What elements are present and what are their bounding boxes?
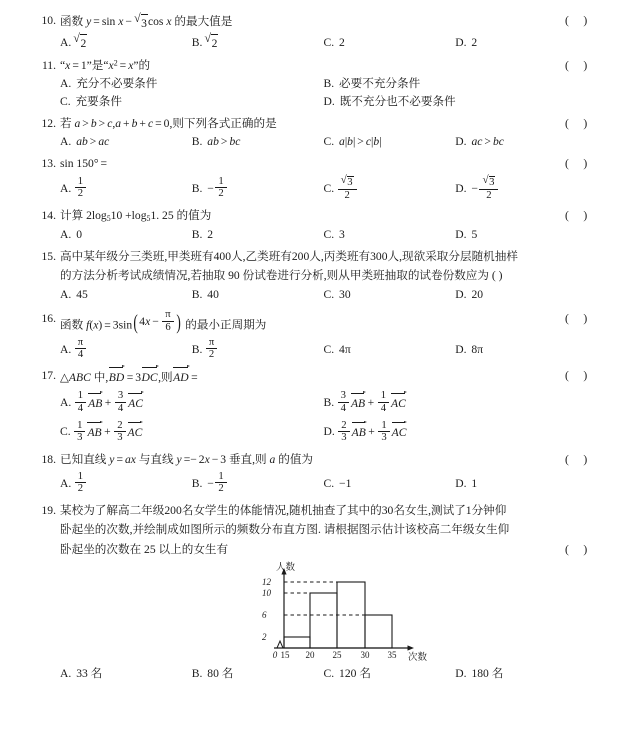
- question-19-text-line3: 卧起坐的次数在 25 以上的女生有: [60, 542, 229, 556]
- option-c[interactable]: C. −1: [323, 476, 352, 490]
- question-18-options: [34, 469, 587, 495]
- frequency-histogram: [0, 559, 621, 663]
- option-d[interactable]: D. − √ 3 2: [455, 175, 587, 201]
- question-17-text: △ABC 中,BD = 3DC,则AD =: [60, 367, 587, 387]
- option-a[interactable]: A. ab > ac: [60, 135, 110, 149]
- option-c[interactable]: C. 充要条件: [60, 94, 122, 108]
- option-d[interactable]: D. 既不充分也不必要条件: [323, 94, 456, 108]
- option-b[interactable]: B. 40: [191, 287, 219, 301]
- option-a[interactable]: A. √ 2: [60, 32, 192, 52]
- question-12-text: 若 a > b > c,a + b + c = 0,则下列各式正确的是: [60, 117, 277, 131]
- question-14-stem: [34, 207, 593, 225]
- option-b[interactable]: B. √ 2: [192, 32, 324, 52]
- x-tick-30: 30: [360, 650, 370, 661]
- option-d[interactable]: D. 1: [455, 476, 478, 490]
- option-c[interactable]: C. 2: [323, 35, 345, 49]
- bar-30-35: [365, 615, 392, 648]
- q10-stem-suffix: 的最大值是: [174, 14, 233, 28]
- question-15-text-line2: 的方法分析考试成绩情况,若抽取 90 份试卷进行分析,则从甲类班抽取的试卷份数应为 ( ): [60, 268, 503, 282]
- option-d[interactable]: D. 5: [455, 227, 478, 241]
- y-tick-10: 10: [262, 588, 271, 599]
- x-tick-0: 0: [272, 650, 278, 661]
- question-11-options-row1: [34, 75, 587, 92]
- option-c[interactable]: C. 120 名: [323, 666, 371, 681]
- question-11: [0, 52, 621, 110]
- question-14-options: [34, 226, 587, 243]
- x-axis-label: 次数: [408, 653, 428, 664]
- option-b[interactable]: B. 2: [191, 227, 214, 241]
- question-17-number: 17.: [41, 368, 56, 382]
- question-18-stem: [34, 451, 593, 469]
- question-11-stem: [34, 57, 593, 75]
- question-14-number: 14.: [41, 209, 56, 223]
- bar-15-20: [284, 637, 310, 648]
- question-12-options: [34, 133, 587, 150]
- question-19-options: [0, 665, 621, 681]
- option-c[interactable]: C. 30: [323, 287, 351, 301]
- option-b[interactable]: B. 必要不充分条件: [323, 77, 421, 91]
- question-11-text: “x = 1”是“$x^2 = x$”的: [60, 58, 151, 73]
- question-16-options: [34, 335, 587, 361]
- question-15-text-line1: 高中某年级分三类班,甲类班有400人,乙类班有200人,丙类班有300人,现欲采取分层随机抽样: [60, 249, 518, 263]
- question-15-number: 15.: [41, 249, 56, 263]
- question-14-answer-paren[interactable]: ( ): [564, 209, 593, 223]
- question-12: [0, 110, 621, 150]
- option-d[interactable]: D. 2: [455, 35, 478, 49]
- option-b[interactable]: B. − $\frac{1}{2}$: [192, 472, 324, 495]
- question-10-number: 10.: [41, 14, 56, 27]
- question-13-stem: [34, 155, 593, 173]
- question-10-options: [34, 32, 587, 52]
- option-c[interactable]: C. 4π: [323, 342, 351, 356]
- axis-break-mark: [277, 641, 283, 648]
- option-a[interactable]: A. $\frac{1}{2}$: [60, 177, 192, 200]
- option-a[interactable]: A. 45: [60, 287, 88, 301]
- question-11-options-row2: [34, 93, 587, 110]
- question-18-number: 18.: [41, 452, 56, 466]
- q16-stem-prefix: 函数: [60, 318, 84, 332]
- option-d[interactable]: D. 8π: [455, 342, 484, 356]
- question-13-answer-paren[interactable]: ( ): [564, 157, 593, 171]
- question-13: [0, 150, 621, 201]
- question-12-answer-paren[interactable]: ( ): [564, 117, 593, 131]
- option-d[interactable]: D. $\frac{2}{3}$ AB + $\frac{1}{3}$ AC: [323, 418, 407, 443]
- option-c[interactable]: C. √ 3 2: [324, 175, 456, 201]
- option-c[interactable]: C. a | b | > c | b |: [323, 135, 382, 149]
- question-15: [0, 243, 621, 303]
- option-a[interactable]: A. $\frac{1}{2}$: [60, 472, 192, 495]
- question-17: [0, 361, 621, 444]
- question-17-options-row2: [34, 414, 587, 443]
- option-a[interactable]: A. 33 名: [60, 666, 103, 681]
- question-19-text-line1: 某校为了解高二年级200名女学生的体能情况,随机抽查了其中的30名女生,测试了1分钟仰: [60, 504, 507, 518]
- question-17-stem: [34, 367, 593, 387]
- option-a[interactable]: A. 0: [60, 227, 82, 241]
- question-10: [0, 0, 621, 52]
- x-tick-15: 15: [280, 650, 290, 661]
- question-14: [0, 201, 621, 243]
- option-b[interactable]: B. ab > bc: [191, 135, 241, 149]
- option-b[interactable]: B. − $\frac{1}{2}$: [192, 177, 324, 200]
- question-16-number: 16.: [41, 311, 56, 325]
- question-17-options-row1: [34, 387, 587, 414]
- option-d[interactable]: D. ac > bc: [455, 135, 504, 149]
- question-18: [0, 444, 621, 495]
- question-10-stem: [34, 11, 593, 32]
- question-16-text: 函数 f(x) = 3sin ( 4 x − $\frac{\pi}{6}$ ) 的最小正周期为: [60, 308, 267, 334]
- question-14-text: 计算 $2\log_510 +\log_51$. 25 的值为: [60, 209, 212, 224]
- question-11-answer-paren[interactable]: ( ): [564, 59, 593, 73]
- question-18-text: 已知直线 y = ax 与直线 y =− 2x − 3 垂直,则 a 的值为: [60, 452, 314, 466]
- q16-stem-suffix: 的最小正周期为: [185, 318, 267, 332]
- histogram-svg: [262, 561, 422, 661]
- question-16: [0, 303, 621, 361]
- question-17-answer-paren[interactable]: ( ): [564, 368, 593, 382]
- x-tick-25: 25: [332, 650, 342, 661]
- bar-20-25: [310, 593, 337, 648]
- question-19: [0, 495, 621, 559]
- question-18-answer-paren[interactable]: ( ): [564, 452, 593, 466]
- question-10-answer-paren[interactable]: ( ): [564, 14, 593, 27]
- option-d[interactable]: D. 180 名: [455, 666, 504, 681]
- question-12-stem: [34, 115, 593, 133]
- y-tick-12: 12: [262, 577, 271, 588]
- question-12-number: 12.: [41, 117, 56, 131]
- question-19-stem: [34, 502, 587, 520]
- option-b[interactable]: B. 80 名: [191, 666, 234, 681]
- question-16-stem: [34, 308, 593, 335]
- y-axis-label: 人数: [276, 563, 296, 574]
- question-15-options: [34, 286, 587, 303]
- option-c[interactable]: C. 3: [323, 227, 345, 241]
- question-19-text-line3-row: [34, 540, 593, 560]
- y-tick-6: 6: [262, 610, 267, 621]
- option-a[interactable]: A. $\frac{\pi}{4}$: [60, 338, 192, 361]
- option-c[interactable]: C. $\frac{1}{3}$ AB + $\frac{2}{3}$ AC: [60, 418, 143, 443]
- question-15-stem: [34, 248, 587, 266]
- question-10-text: 函数 y = sin x − √ 3 cos x 的最大值是: [60, 12, 587, 32]
- question-13-options: [34, 173, 587, 201]
- question-11-number: 11.: [41, 59, 56, 73]
- x-tick-35: 35: [387, 650, 397, 661]
- option-b[interactable]: B. $\frac{\pi}{2}$: [192, 338, 324, 361]
- question-13-number: 13.: [41, 157, 56, 171]
- question-19-text-line2: 卧起坐的次数,并绘制成如图所示的频数分布直方图. 请根据图示估计该校高二年级女生仰: [60, 523, 510, 537]
- option-a[interactable]: A. 充分不必要条件: [60, 77, 158, 91]
- option-d[interactable]: D. 20: [455, 287, 484, 301]
- option-a[interactable]: A. $\frac{1}{4}$ AB + $\frac{3}{4}$ AC: [60, 389, 143, 414]
- option-b[interactable]: B. $\frac{3}{4}$ AB + $\frac{1}{4}$ AC: [323, 389, 406, 414]
- question-13-text: sin 150° =: [60, 157, 108, 171]
- q10-stem-prefix: 函数: [60, 14, 84, 28]
- question-19-number: 19.: [41, 504, 56, 518]
- question-16-answer-paren[interactable]: ( ): [564, 311, 593, 325]
- histogram-plot: [262, 561, 428, 664]
- x-tick-20: 20: [305, 650, 315, 661]
- y-tick-2: 2: [262, 632, 267, 643]
- question-19-answer-paren[interactable]: ( ): [564, 542, 593, 556]
